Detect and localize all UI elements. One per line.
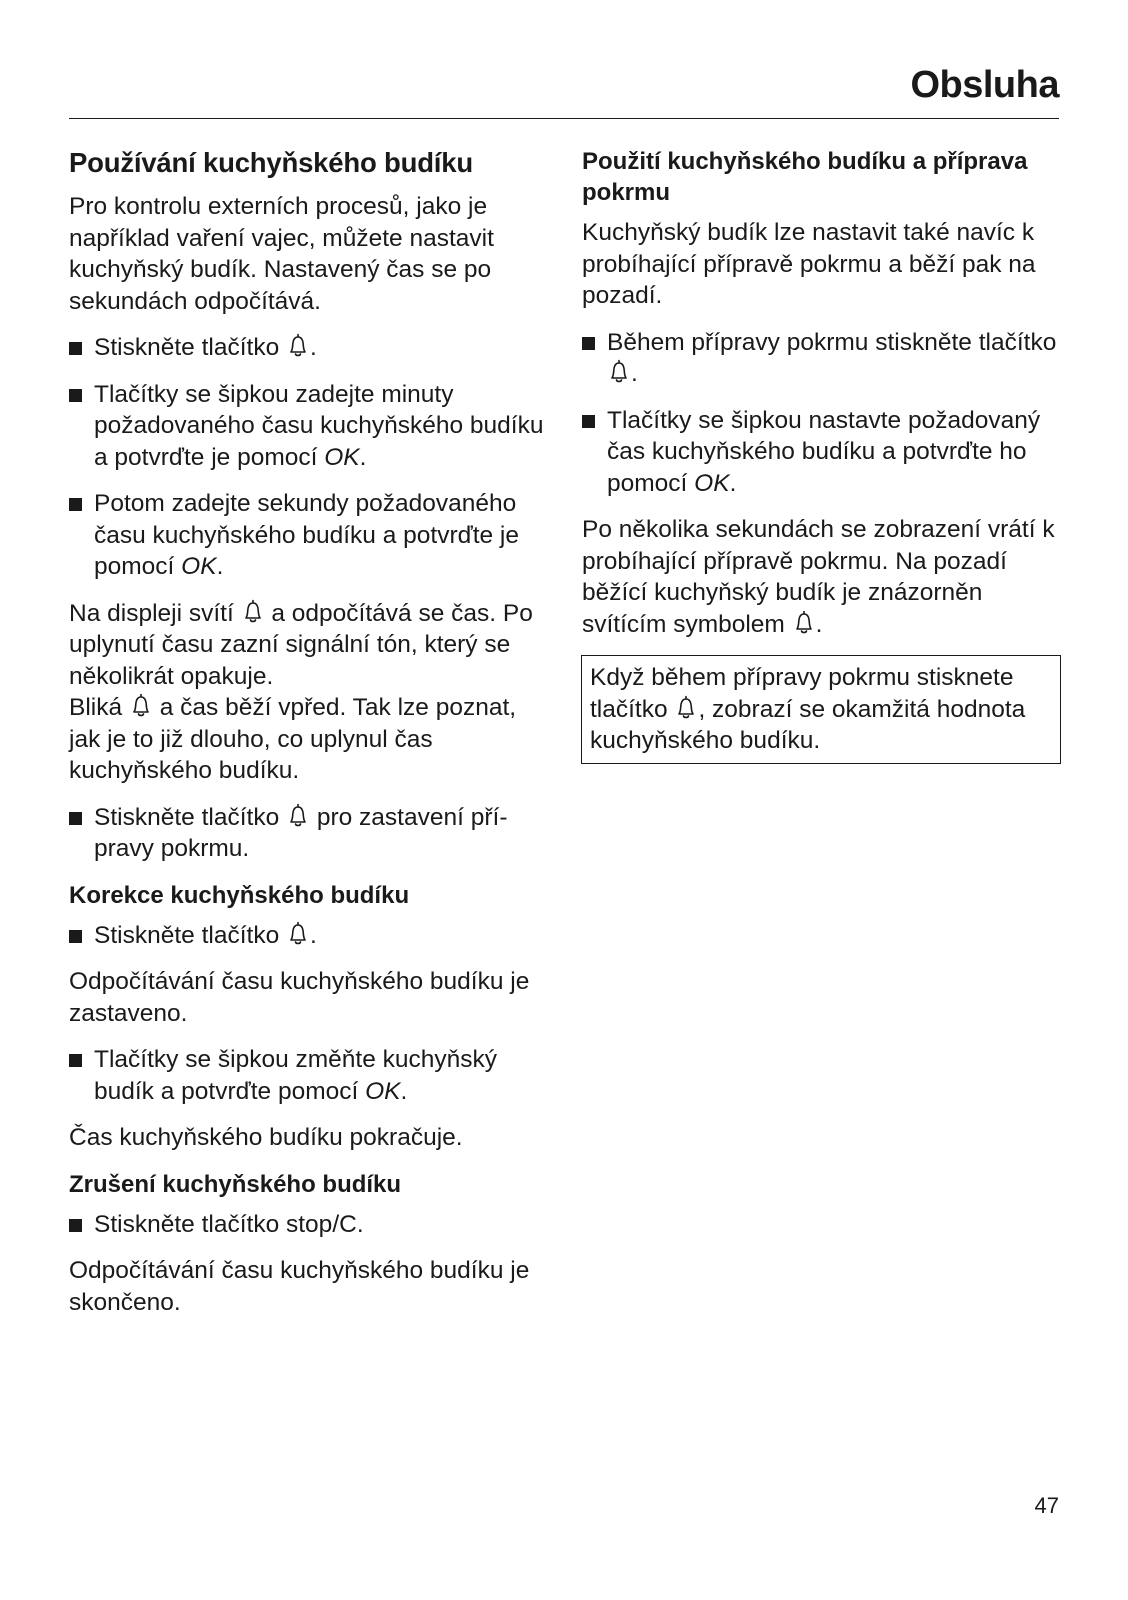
list-item-text: . xyxy=(729,469,737,497)
list-item-text: . xyxy=(216,553,224,580)
ok-label: OK xyxy=(365,1077,401,1105)
list-item-text: Tlačítky se šipkou nastavte požadovaný čas kuchyňského budíku a potvrďte ho pomocí xyxy=(607,406,1041,497)
list-item-text: Stiskněte tlačítko stop/C. xyxy=(94,1210,364,1238)
list-item xyxy=(69,379,549,474)
list-item xyxy=(69,920,549,952)
bullet-square xyxy=(69,389,82,402)
list-item xyxy=(69,1209,549,1241)
list-item xyxy=(69,332,549,364)
paragraph-text: Bliká xyxy=(69,694,129,721)
paragraph-text: , zobrazí se okamžitá hodnota kuchyňského budíku. xyxy=(590,695,1026,754)
bullet-square xyxy=(69,930,82,943)
note-box xyxy=(581,655,1061,764)
display-paragraph xyxy=(69,598,549,787)
subsection-heading: Zrušení kuchyňského budíku xyxy=(69,1170,402,1198)
list-item xyxy=(582,405,1062,500)
list-item-text: Během přípravy pokrmu stiskněte tlačítko xyxy=(607,328,1057,356)
bullet-square xyxy=(582,415,595,428)
paragraph: Odpočítávání času kuchyňského budíku je skončeno. xyxy=(69,1257,530,1316)
list-item xyxy=(582,327,1062,390)
paragraph-text: a čas běží vpřed. Tak lze poznat, jak je to již dlouho, co uplynul čas kuchyňského budíku. xyxy=(69,694,517,784)
section-heading: Použití kuchyňského budíku a příprava pokrmu xyxy=(582,148,1028,206)
paragraph-text: Když během přípravy pokrmu stisknete tlačítko xyxy=(590,664,1014,723)
list-item-text: . xyxy=(310,334,317,361)
header-divider xyxy=(69,118,1059,119)
list-item-text: Stiskněte tlačítko xyxy=(94,803,287,831)
paragraph-text: a odpočítává se čas. Po uplynutí času zazní signální tón, který se několikrát opakuje. xyxy=(69,599,533,690)
page-title: Obsluha xyxy=(910,64,1059,106)
bell-icon xyxy=(674,694,698,722)
list-item-text: pro zastavení přípravy pokrmu. xyxy=(94,803,508,862)
ok-label: OK xyxy=(694,469,730,497)
left-column xyxy=(69,146,549,1333)
list-item-text: Stiskněte tlačítko xyxy=(94,334,287,361)
bell-icon xyxy=(129,692,153,720)
bell-icon xyxy=(286,802,310,830)
list-item-text: . xyxy=(400,1077,408,1105)
list-item-text: . xyxy=(310,921,317,949)
list-item xyxy=(69,1044,549,1107)
bell-icon xyxy=(792,609,816,637)
bullet-square xyxy=(69,342,82,355)
bell-icon xyxy=(286,332,310,360)
bullet-square xyxy=(582,337,595,350)
list-item-text: Stiskněte tlačítko xyxy=(94,921,287,949)
list-item-text: . xyxy=(631,360,638,387)
paragraph xyxy=(582,514,1062,640)
bullet-square xyxy=(69,1054,82,1067)
section-heading: Používání kuchyňského budíku xyxy=(69,147,473,178)
bullet-square xyxy=(69,1219,82,1232)
list-item-text: . xyxy=(359,443,367,471)
list-item xyxy=(69,488,549,583)
list-item-text: Tlačítky se šipkou změňte kuchyňský budík a potvrďte pomocí xyxy=(94,1046,498,1105)
ok-label: OK xyxy=(181,553,217,580)
paragraph: Čas kuchyňského budíku pokračuje. xyxy=(69,1124,463,1151)
list-item-text: Tlačítky se šipkou zadejte minuty požadovaného času kuchyňského budíku a potvrďte je pomocí xyxy=(94,380,544,471)
list-item-text: Potom zadejte sekundy požadovaného času kuchyňského budíku a potvrďte je pomocí xyxy=(94,490,520,580)
note-text xyxy=(590,662,1052,757)
list-item xyxy=(69,802,549,865)
bell-icon xyxy=(286,920,310,948)
bell-icon xyxy=(607,358,631,386)
paragraph: Odpočítávání času kuchyňského budíku je zastaveno. xyxy=(69,968,530,1027)
paragraph-text: Po několika sekundách se zobrazení vrátí k probíhající přípravě pokrmu. Na pozadí běžící kuchyňský budík je znázorněn svítícím symbolem xyxy=(582,516,1055,638)
subsection-heading: Korekce kuchyňského budíku xyxy=(69,881,410,909)
paragraph-text: Na displeji svítí xyxy=(69,599,241,627)
bell-icon xyxy=(241,598,265,626)
bullet-square xyxy=(69,498,82,511)
ok-label: OK xyxy=(324,443,360,471)
bullet-square xyxy=(69,812,82,825)
page-number: 47 xyxy=(1034,1493,1059,1518)
intro-paragraph: Kuchyňský budík lze nastavit také navíc k probíhající přípravě pokrmu a běží pak na pozadí. xyxy=(582,219,1036,309)
right-column xyxy=(582,146,1062,764)
intro-paragraph: Pro kontrolu externích procesů, jako je například vaření vajec, můžete nastavit kuchyňský budík. Nastavený čas se po sekundách odpočítává. xyxy=(69,193,494,315)
paragraph-text: . xyxy=(815,610,823,638)
